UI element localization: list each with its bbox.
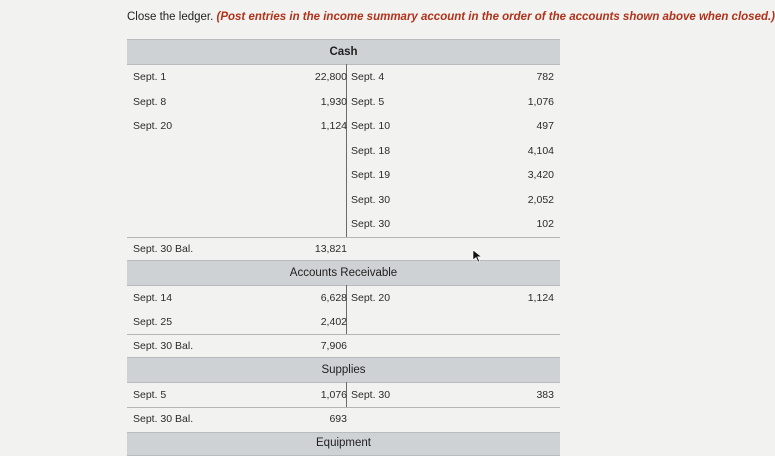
- cash-row: [127, 139, 560, 163]
- ar-debit-date: Sept. 25: [133, 316, 173, 328]
- cash-debit-amount: 22,800: [314, 71, 347, 83]
- cash-balance-label: Sept. 30 Bal.: [133, 243, 194, 255]
- cash-credit-date: Sept. 19: [351, 169, 391, 181]
- ar-balance-amount: 7,906: [320, 340, 347, 352]
- cash-credit-date: Sept. 18: [351, 145, 391, 157]
- cash-credit-amount: 2,052: [527, 194, 554, 206]
- ar-account-header: [127, 260, 560, 286]
- cash-credit-date: Sept. 5: [351, 96, 385, 108]
- ar-debit-date: Sept. 14: [133, 292, 173, 304]
- ar-balance-label: Sept. 30 Bal.: [133, 340, 194, 352]
- cash-balance-row: [127, 237, 560, 261]
- cash-credit-amount: 782: [536, 71, 554, 83]
- instruction-emphasis: (Post entries in the income summary account in the order of the accounts shown above when closed.): [216, 11, 775, 23]
- ar-balance-row: [127, 334, 560, 358]
- cash-credit-amount: 1,076: [527, 96, 554, 108]
- cash-row: [127, 114, 560, 138]
- cash-account-header: [127, 39, 560, 65]
- ar-row: [127, 310, 560, 334]
- ar-debit-amount: 2,402: [320, 316, 347, 328]
- cash-credit-date: Sept. 30: [351, 194, 391, 206]
- cash-credit-date: Sept. 4: [351, 71, 385, 83]
- ar-title: Accounts Receivable: [289, 267, 398, 279]
- cash-row: [127, 188, 560, 212]
- cash-credit-amount: 4,104: [527, 145, 554, 157]
- ar-credit-amount: 1,124: [527, 292, 554, 304]
- cash-credit-date: Sept. 30: [351, 218, 391, 230]
- cash-debit-date: Sept. 20: [133, 120, 173, 132]
- cash-credit-date: Sept. 10: [351, 120, 391, 132]
- supplies-credit-amount: 383: [536, 389, 554, 401]
- cash-row: [127, 90, 560, 114]
- supplies-debit-date: Sept. 5: [133, 389, 167, 401]
- cash-credit-amount: 102: [536, 218, 554, 230]
- cash-credit-amount: 497: [536, 120, 554, 132]
- supplies-debit-amount: 1,076: [320, 389, 347, 401]
- supplies-account-header: [127, 357, 560, 383]
- supplies-balance-amount: 693: [329, 413, 347, 425]
- cash-credit-amount: 3,420: [527, 169, 554, 181]
- supplies-balance-label: Sept. 30 Bal.: [133, 413, 194, 425]
- cash-row: [127, 163, 560, 187]
- supplies-row: [127, 383, 560, 407]
- ar-credit-date: Sept. 20: [351, 292, 391, 304]
- cash-debit-date: Sept. 8: [133, 96, 167, 108]
- cash-balance-amount: 13,821: [314, 243, 347, 255]
- cash-row: [127, 65, 560, 89]
- cash-title: Cash: [329, 46, 358, 58]
- equipment-account-header: [127, 432, 560, 456]
- supplies-balance-row: [127, 407, 560, 431]
- supplies-credit-date: Sept. 30: [351, 389, 391, 401]
- ar-row: [127, 286, 560, 310]
- supplies-title: Supplies: [321, 364, 366, 376]
- instruction-prefix: Close the ledger.: [127, 11, 217, 23]
- ledger-container: [127, 0, 560, 449]
- mouse-pointer-icon: [473, 250, 483, 262]
- ar-debit-amount: 6,628: [320, 292, 347, 304]
- cash-row: [127, 212, 560, 236]
- cash-debit-date: Sept. 1: [133, 71, 167, 83]
- equipment-title: Equipment: [316, 437, 371, 449]
- cash-debit-amount: 1,930: [320, 96, 347, 108]
- cash-debit-amount: 1,124: [320, 120, 347, 132]
